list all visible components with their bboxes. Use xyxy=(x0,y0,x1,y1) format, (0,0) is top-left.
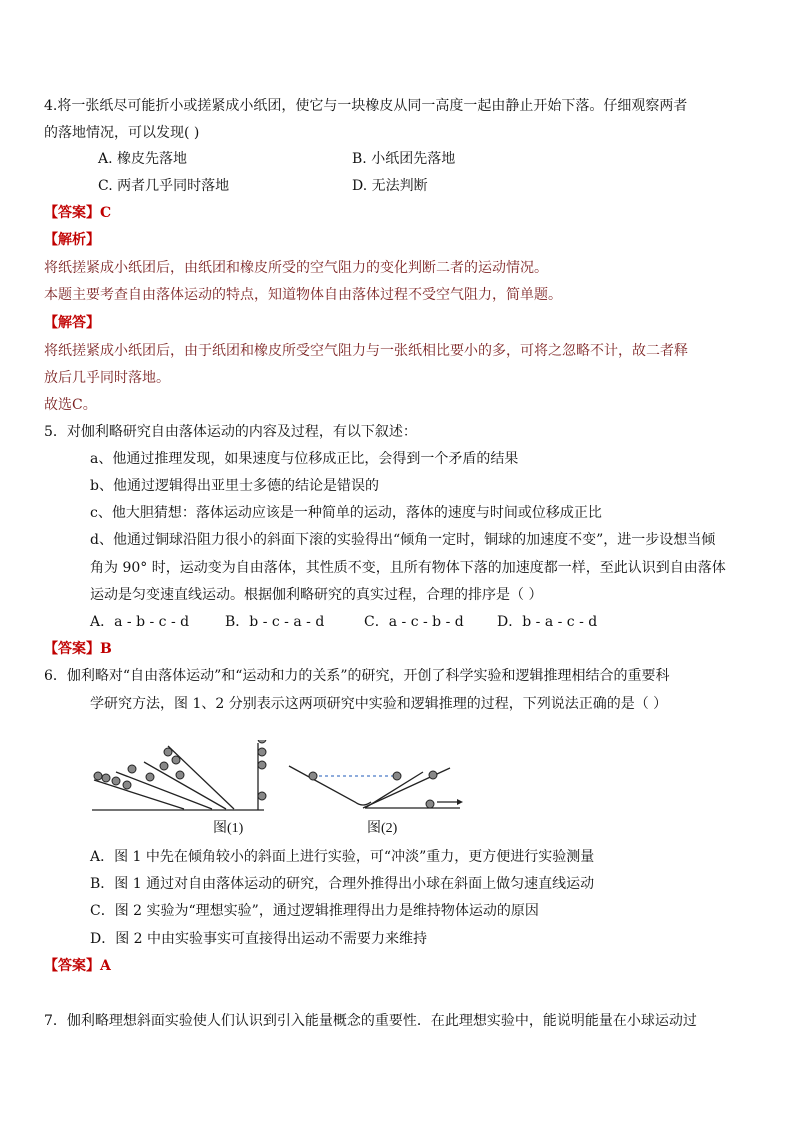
q4-analysis-line2: 本题主要考查自由落体运动的特点，知道物体自由落体过程不受空气阻力，简单题。 xyxy=(44,287,562,303)
q5-option-b: B．b - c - a - d xyxy=(225,614,325,630)
fig1-ball xyxy=(172,756,180,764)
fig1-ball xyxy=(258,740,266,743)
q4-option-a: A. 橡皮先落地 xyxy=(98,151,188,167)
q5-item-d-line3: 运动是匀变速直线运动。根据伽利略研究的真实过程，合理的排序是（ ） xyxy=(90,587,543,603)
fig1-ball xyxy=(258,748,266,756)
q4-solution-line1: 将纸搓紧成小纸团后，由于纸团和橡皮所受空气阻力与一张纸相比要小的多，可将之忽略不计，故二者释 xyxy=(44,343,688,359)
q6-stem-line1: 6．伽利略对“自由落体运动”和“运动和力的关系”的研究，开创了科学实验和逻辑推理相结合的重要科 xyxy=(44,668,670,684)
fig1-incline-1 xyxy=(94,780,184,809)
fig2-caption: 图(2) xyxy=(367,821,398,836)
q4-analysis-label: 【解析】 xyxy=(44,232,100,248)
q6-option-a: A．图 1 中先在倾角较小的斜面上进行实验，可“冲淡”重力，更方便进行实验测量 xyxy=(90,849,595,865)
q4-solution-label: 【解答】 xyxy=(44,315,100,331)
q6-option-d: D．图 2 中由实验事实可直接得出运动不需要力来维持 xyxy=(90,931,428,947)
q5-answer-label: 【答案】 xyxy=(44,641,100,657)
q6-option-c: C．图 2 实验为“理想实验”，通过逻辑推理得出力是维持物体运动的原因 xyxy=(90,903,539,919)
fig1-ball xyxy=(258,761,266,769)
fig1-ball xyxy=(146,773,154,781)
q4-answer xyxy=(44,203,111,223)
fig2-ball xyxy=(393,772,401,780)
q6-answer xyxy=(44,956,111,976)
fig2-ball xyxy=(429,771,437,779)
fig1-ball xyxy=(160,762,168,770)
q5-option-d: D．b - a - c - d xyxy=(497,614,598,630)
fig1-ball xyxy=(164,748,172,756)
q4-answer-label: 【答案】 xyxy=(44,205,100,221)
q5-answer xyxy=(44,639,112,659)
fig1-ball xyxy=(258,792,266,800)
q5-option-c: C．a - c - b - d xyxy=(364,614,464,630)
figure-2 xyxy=(285,750,465,840)
fig1-ball xyxy=(123,781,131,789)
q6-answer-value: A xyxy=(100,958,111,974)
q4-analysis-line1: 将纸搓紧成小纸团后，由纸团和橡皮所受的空气阻力的变化判断二者的运动情况。 xyxy=(44,260,548,276)
q5-answer-value: B xyxy=(100,641,112,657)
fig2-left-incline xyxy=(289,766,371,805)
figure-1 xyxy=(88,740,278,840)
fig1-ball xyxy=(112,777,120,785)
fig1-ball xyxy=(102,774,110,782)
q4-option-d: D. 无法判断 xyxy=(352,178,428,194)
q6-stem-line2: 学研究方法，图 1、2 分别表示这两项研究中实验和逻辑推理的过程，下列说法正确的是（ ） xyxy=(90,696,668,712)
q5-item-c: c、他大胆猜想：落体运动应该是一种简单的运动，落体的速度与时间或位移成正比 xyxy=(90,505,602,521)
q4-solution-line2: 放后几乎同时落地。 xyxy=(44,370,170,386)
q5-item-a: a、他通过推理发现，如果速度与位移成正比，会得到一个矛盾的结果 xyxy=(90,451,519,467)
q5-item-d-line1: d、他通过铜球沿阻力很小的斜面下滚的实验得出“倾角一定时，铜球的加速度不变”，进一步设想当倾 xyxy=(90,532,716,548)
fig2-arrow-icon xyxy=(457,799,463,805)
q5-item-b: b、他通过逻辑得出亚里士多德的结论是错误的 xyxy=(90,478,379,494)
q6-option-b: B．图 1 通过对自由落体运动的研究，合理外推得出小球在斜面上做匀速直线运动 xyxy=(90,876,595,892)
fig1-incline-3 xyxy=(144,762,226,809)
q4-option-c: C. 两者几乎同时落地 xyxy=(98,178,230,194)
q6-answer-label: 【答案】 xyxy=(44,958,100,974)
q4-answer-value: C xyxy=(100,205,112,221)
q7-stem-line1: 7．伽利略理想斜面实验使人们认识到引入能量概念的重要性．在此理想实验中，能说明能量在小球运动过 xyxy=(44,1013,697,1029)
q5-option-a: A．a - b - c - d xyxy=(90,614,190,630)
fig2-ball xyxy=(426,800,434,808)
q4-stem-line2: 的落地情况，可以发现( ) xyxy=(44,125,200,141)
fig1-incline-2 xyxy=(116,772,212,809)
fig1-ball xyxy=(176,771,184,779)
q4-solution-line3: 故选C。 xyxy=(44,397,97,413)
fig1-caption: 图(1) xyxy=(213,821,244,836)
q4-option-b: B. 小纸团先落地 xyxy=(352,151,456,167)
fig1-ball xyxy=(128,765,136,773)
fig2-ball xyxy=(309,772,317,780)
fig1-ball xyxy=(94,772,102,780)
q5-item-d-line2: 角为 90° 时，运动变为自由落体，其性质不变，且所有物体下落的加速度都一样，至此认识到自由落体 xyxy=(90,560,726,576)
q5-stem: 5．对伽利略研究自由落体运动的内容及过程，有以下叙述： xyxy=(44,424,417,440)
q4-stem-line1: 4.将一张纸尽可能折小或搓紧成小纸团，使它与一块橡皮从同一高度一起由静止开始下落。仔细观察两者 xyxy=(44,98,688,114)
